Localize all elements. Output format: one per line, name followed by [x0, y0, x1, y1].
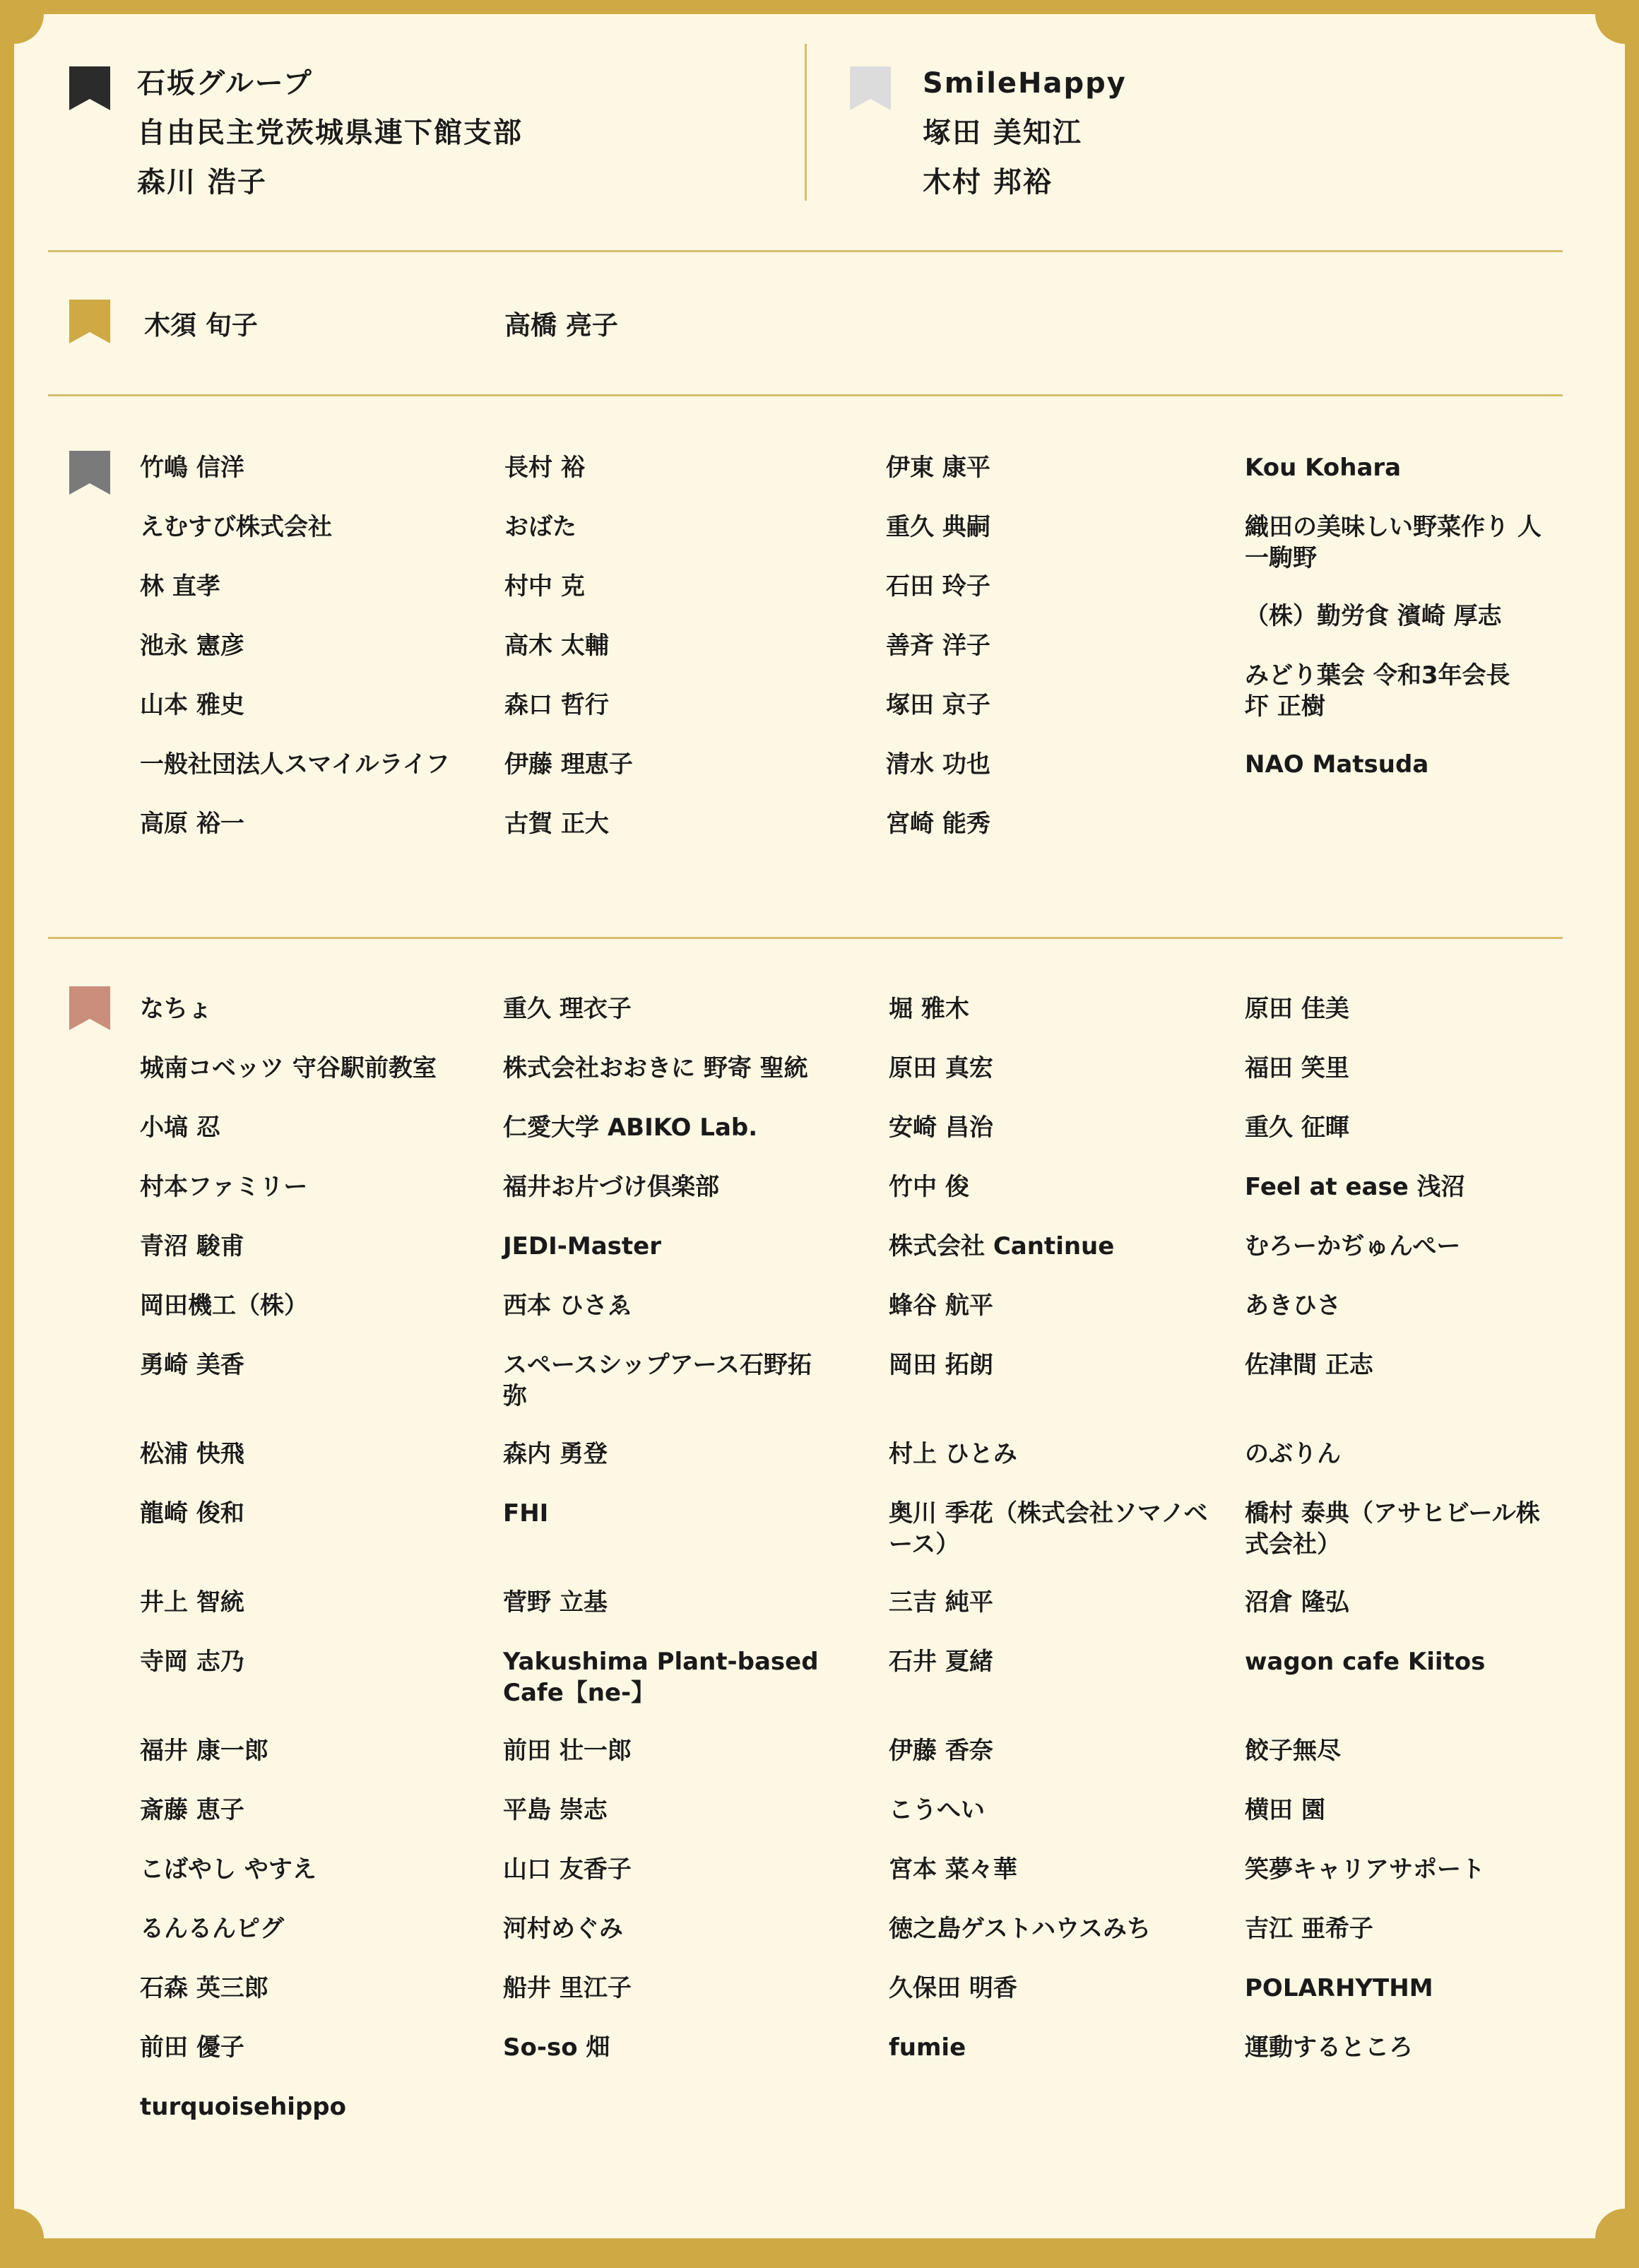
sponsor-name: 寺岡 志乃 — [140, 1648, 244, 1676]
corner-notch — [1595, 2209, 1639, 2268]
sponsor-name: 蜂谷 航平 — [889, 1292, 993, 1320]
sponsor-name: 清水 功也 — [886, 750, 990, 779]
sponsor-name: Feel at ease 浅沼 — [1245, 1173, 1465, 1201]
tier-divider-vertical — [805, 44, 807, 201]
sponsor-name: 青沼 駿甫 — [140, 1232, 244, 1260]
sponsor-name: fumie — [889, 2033, 966, 2062]
sponsor-name: 運動するところ — [1245, 2033, 1413, 2062]
sponsor-name: Yakushima Plant-based Cafe【ne-】 — [503, 1648, 819, 1707]
sponsor-name: 伊藤 理恵子 — [504, 750, 633, 779]
sponsor-name: 吉江 亜希子 — [1245, 1915, 1373, 1943]
sponsor-name: 前田 壮一郎 — [503, 1737, 632, 1765]
sponsor-name: 岡田 拓朗 — [889, 1351, 993, 1379]
corner-notch — [0, 2209, 44, 2268]
sponsor-name: 船井 里江子 — [503, 1974, 632, 2002]
sponsor-name: 村本ファミリー — [140, 1173, 308, 1201]
sponsor-name: 石田 玲子 — [886, 572, 990, 601]
sponsor-name: こうへい — [889, 1796, 985, 1824]
sponsor-name: 竹中 俊 — [889, 1173, 969, 1201]
tier-divider — [48, 937, 1563, 939]
gray-ribbon-icon — [69, 451, 110, 495]
sponsor-name: なちょ — [140, 995, 212, 1023]
black-ribbon-icon — [69, 66, 110, 110]
sponsor-name: 高木 太輔 — [504, 632, 609, 660]
sponsor-name: 原田 真宏 — [889, 1054, 993, 1082]
gold-ribbon-icon — [69, 300, 110, 343]
sponsor-name: 森川 浩子 — [137, 166, 267, 199]
sponsor-name: 森口 哲行 — [504, 691, 609, 719]
sponsor-name: 一般社団法人スマイルライフ — [140, 750, 450, 779]
sponsor-name: 木須 旬子 — [144, 310, 258, 341]
sponsor-name: 河村めぐみ — [503, 1915, 623, 1943]
sponsor-name: 沼倉 隆弘 — [1245, 1588, 1349, 1617]
sponsor-name: Kou Kohara — [1245, 454, 1402, 482]
sponsor-name: （株）勤労食 濱崎 厚志 — [1245, 602, 1502, 630]
sponsor-name: 菅野 立基 — [503, 1588, 608, 1617]
sponsor-name: 松浦 快飛 — [140, 1440, 244, 1468]
sponsor-name: turquoisehippo — [140, 2093, 346, 2121]
sponsor-name: SmileHappy — [923, 67, 1127, 100]
sponsor-name: あきひさ — [1245, 1292, 1341, 1320]
sponsor-name: 佐津間 正志 — [1245, 1351, 1373, 1379]
sponsor-name: 高原 裕一 — [140, 810, 244, 838]
sponsor-name: 原田 佳美 — [1245, 995, 1349, 1023]
sponsor-name: 宮本 菜々華 — [889, 1855, 1017, 1884]
sponsor-name: おばた — [504, 513, 576, 541]
sponsor-name: 徳之島ゲストハウスみち — [889, 1915, 1151, 1943]
tier-divider — [48, 394, 1563, 396]
sponsor-name: 堀 雅木 — [889, 995, 969, 1023]
sponsor-name: るんるんピグ — [140, 1915, 284, 1943]
sponsor-board — [14, 14, 1625, 2238]
sponsor-name: 村中 克 — [504, 572, 585, 601]
sponsor-name: 重久 征暉 — [1245, 1114, 1349, 1142]
sponsor-name: 重久 理衣子 — [503, 995, 632, 1023]
sponsor-name: 池永 憲彦 — [140, 632, 244, 660]
sponsor-name: 善斉 洋子 — [886, 632, 990, 660]
sponsor-name: 古賀 正大 — [504, 810, 609, 838]
silver-ribbon-icon — [850, 66, 891, 110]
sponsor-name: 安崎 昌治 — [889, 1114, 993, 1142]
sponsor-name: 織田の美味しい野菜作り 人一駒野 — [1245, 513, 1542, 572]
sponsor-name: 森内 勇登 — [503, 1440, 608, 1468]
sponsor-name: 塚田 京子 — [886, 691, 990, 719]
sponsor-name: 山本 雅史 — [140, 691, 244, 719]
corner-notch — [1595, 0, 1639, 44]
sponsor-name: むろーかぢゅんぺー — [1245, 1232, 1461, 1260]
sponsor-name: 平島 崇志 — [503, 1796, 608, 1824]
sponsor-name: 小塙 忍 — [140, 1114, 220, 1142]
sponsor-name: 福井お片づけ倶楽部 — [503, 1173, 719, 1201]
sponsor-name: 前田 優子 — [140, 2033, 244, 2062]
sponsor-name: 岡田機工（株） — [140, 1292, 308, 1320]
sponsor-name: 餃子無尽 — [1245, 1737, 1341, 1765]
sponsor-name: 長村 裕 — [504, 454, 585, 482]
sponsor-name: 株式会社おおきに 野寄 聖統 — [503, 1054, 808, 1082]
sponsor-name: みどり葉会 令和3年会長 圷 正樹 — [1245, 661, 1510, 721]
sponsor-name: So-so 畑 — [503, 2033, 610, 2062]
corner-notch — [0, 0, 44, 44]
sponsor-name: こばやし やすえ — [140, 1855, 316, 1884]
sponsor-name: 竹嶋 信洋 — [140, 454, 244, 482]
sponsor-name: 斎藤 恵子 — [140, 1796, 244, 1824]
sponsor-name: 勇崎 美香 — [140, 1351, 244, 1379]
sponsor-name: 林 直孝 — [140, 572, 220, 601]
sponsor-name: 久保田 明香 — [889, 1974, 1017, 2002]
sponsor-name: スペースシップアース石野拓弥 — [503, 1351, 812, 1410]
sponsor-name: 橋村 泰典（アサヒビール株式会社） — [1245, 1499, 1540, 1559]
sponsor-name: 福田 笑里 — [1245, 1054, 1349, 1082]
sponsor-name: のぶりん — [1245, 1440, 1341, 1468]
sponsor-name: 木村 邦裕 — [923, 166, 1053, 199]
sponsor-name: 横田 園 — [1245, 1796, 1325, 1824]
sponsor-name: 石井 夏緒 — [889, 1648, 993, 1676]
sponsor-name: 株式会社 Cantinue — [889, 1232, 1115, 1260]
sponsor-name: 石森 英三郎 — [140, 1974, 268, 2002]
sponsor-name: 西本 ひさゑ — [503, 1292, 632, 1320]
sponsor-name: 塚田 美知江 — [923, 117, 1082, 149]
sponsor-name: 笑夢キャリアサポート — [1245, 1855, 1485, 1884]
sponsor-name: 奥川 季花（株式会社ソマノベース） — [889, 1499, 1208, 1559]
sponsor-name: 井上 智統 — [140, 1588, 244, 1617]
bronze-ribbon-icon — [69, 986, 110, 1030]
tier-divider — [48, 250, 1563, 252]
sponsor-name: wagon cafe Kiitos — [1245, 1648, 1486, 1676]
sponsor-name: 伊東 康平 — [886, 454, 990, 482]
sponsor-name: 三吉 純平 — [889, 1588, 993, 1617]
sponsor-name: 自由民主党茨城県連下館支部 — [137, 117, 523, 149]
sponsor-name: 重久 典嗣 — [886, 513, 990, 541]
sponsor-name: JEDI-Master — [503, 1232, 661, 1260]
sponsor-name: 伊藤 香奈 — [889, 1737, 993, 1765]
sponsor-name: FHI — [503, 1499, 549, 1528]
sponsor-name: 石坂グループ — [137, 67, 313, 100]
sponsor-name: えむすび株式会社 — [140, 513, 332, 541]
sponsor-name: POLARHYTHM — [1245, 1974, 1433, 2002]
sponsor-name: 仁愛大学 ABIKO Lab. — [503, 1114, 758, 1142]
sponsor-name: 村上 ひとみ — [889, 1440, 1017, 1468]
sponsor-name: 高橋 亮子 — [504, 310, 618, 341]
sponsor-name: 龍崎 俊和 — [140, 1499, 244, 1528]
sponsor-name: NAO Matsuda — [1245, 750, 1429, 779]
sponsor-name: 山口 友香子 — [503, 1855, 632, 1884]
sponsor-name: 福井 康一郎 — [140, 1737, 268, 1765]
sponsor-name: 宮崎 能秀 — [886, 810, 990, 838]
sponsor-name: 城南コベッツ 守谷駅前教室 — [140, 1054, 437, 1082]
